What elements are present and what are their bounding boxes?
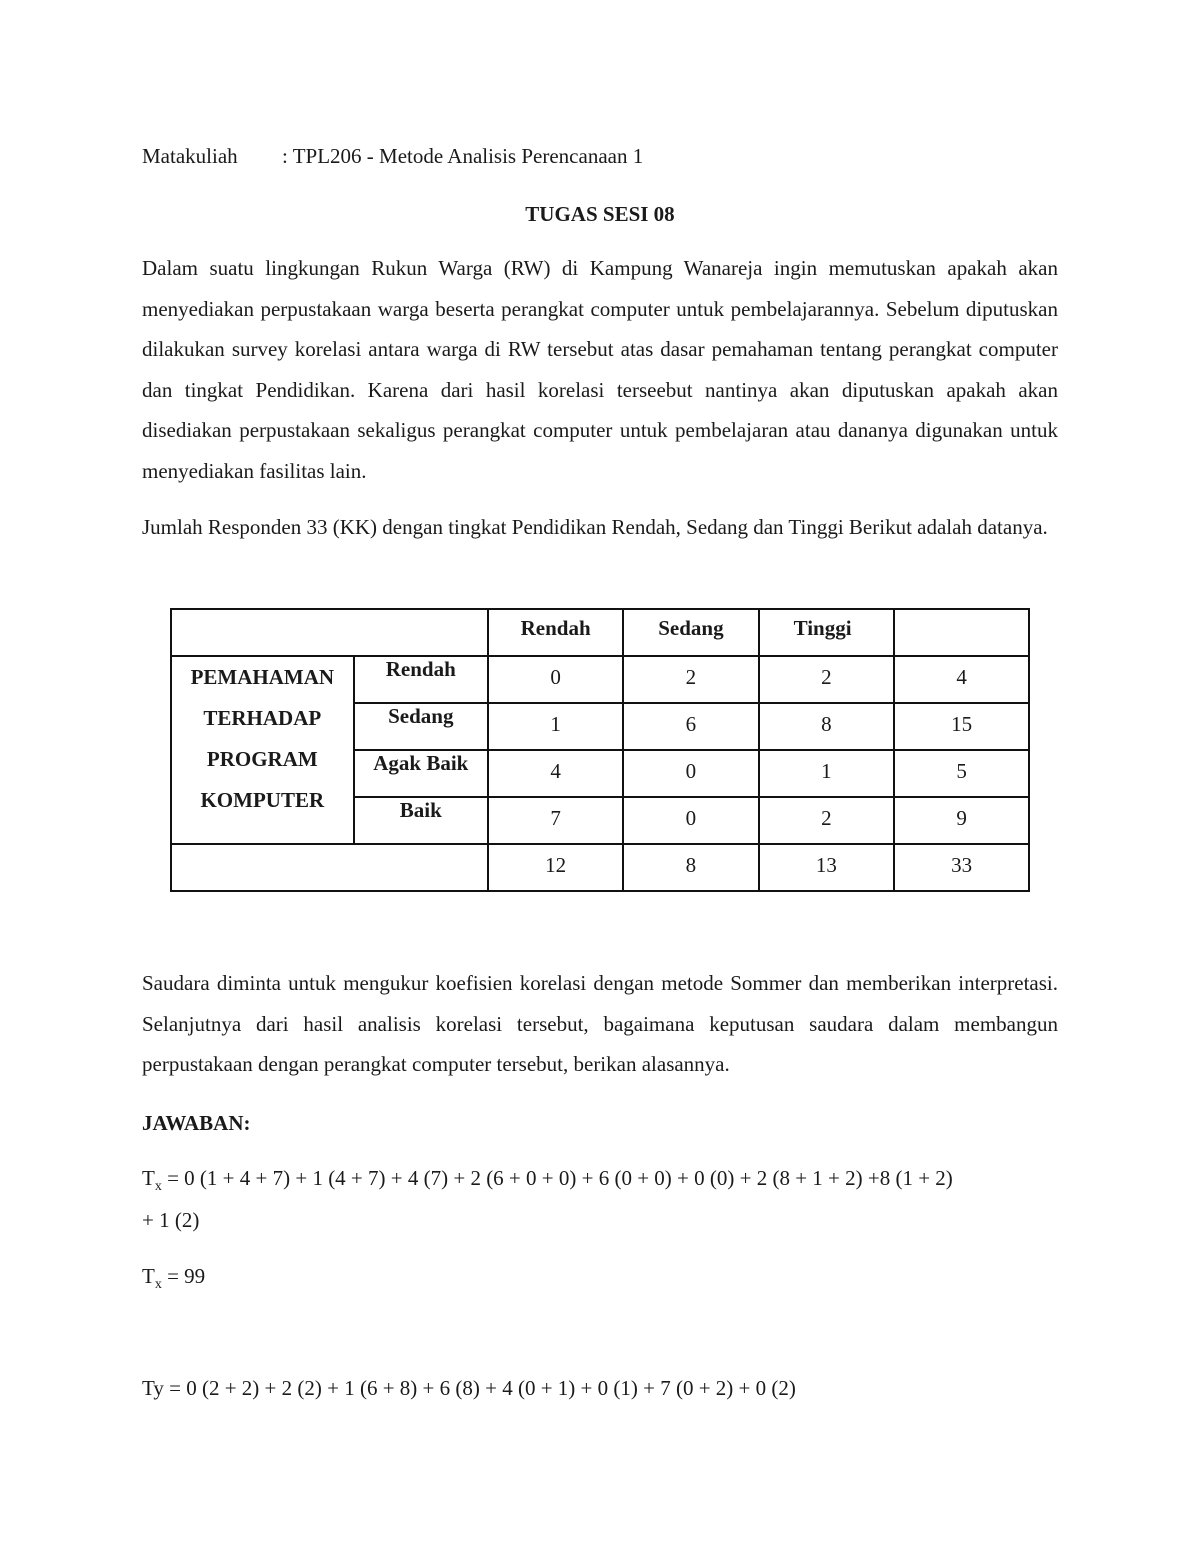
table-cell: 0 <box>623 750 758 797</box>
ty-formula: Ty = 0 (2 + 2) + 2 (2) + 1 (6 + 8) + 6 (8) + 4 (0 + 1) + 0 (1) + 7 (0 + 2) + 0 (2) <box>142 1376 796 1400</box>
row-group-label-line: PEMAHAMAN <box>190 665 335 689</box>
task-paragraph: Saudara diminta untuk mengukur koefisien korelasi dengan metode Sommer dan memberikan interpretasi. Selanjutnya dari hasil analisis korelasi tersebut, bagaimana keputusan saudara dalam membangun perpustakaan dengan perangkat computer tersebut, berikan alasannya. <box>142 971 1058 1077</box>
table-cell: 0 <box>623 797 758 844</box>
total-cell: 8 <box>623 844 758 891</box>
row-label: Rendah <box>354 656 488 703</box>
table-cell: 8 <box>759 703 895 750</box>
row-group-label-line: TERHADAP <box>203 706 322 730</box>
table-cell: 1 <box>488 703 623 750</box>
table-totals-row <box>171 844 1029 891</box>
course-label: Matakuliah <box>142 144 238 168</box>
row-group-label-line: PROGRAM <box>206 747 318 771</box>
column-header <box>894 609 1029 656</box>
table-row <box>171 656 1029 703</box>
tx-result <box>142 1264 205 1293</box>
table-cell: 0 <box>488 656 623 703</box>
table-corner-cell <box>171 609 488 656</box>
row-label: Agak Baik <box>354 750 488 797</box>
table-cell: 1 <box>759 750 895 797</box>
row-label: Baik <box>354 797 488 844</box>
table-cell: 7 <box>488 797 623 844</box>
tx-formula-line-1 <box>142 1166 953 1195</box>
table-cell: 6 <box>623 703 758 750</box>
table-header-row <box>171 609 1029 656</box>
table-cell: 15 <box>894 703 1029 750</box>
column-header: Rendah <box>488 609 623 656</box>
column-header: Sedang <box>623 609 758 656</box>
row-label: Sedang <box>354 703 488 750</box>
intro-paragraph: Dalam suatu lingkungan Rukun Warga (RW) di Kampung Wanareja ingin memutuskan apakah akan menyediakan perpustakaan warga beserta perangkat computer untuk pembelajarannya. Sebelum diputuskan dilakukan survey korelasi antara warga di RW tersebut atas dasar pemahaman tentang perangkat computer dan tingkat Pendidikan. Karena dari hasil korelasi terseebut nantinya akan diputuskan apakah akan disediakan perpustakaan sekaligus perangkat computer untuk pembelajaran atau dananya digunakan untuk menyediakan fasilitas lain. <box>142 256 1058 483</box>
total-cell: 13 <box>759 844 895 891</box>
table-cell: 4 <box>894 656 1029 703</box>
table-cell: 5 <box>894 750 1029 797</box>
table-cell: 2 <box>759 656 895 703</box>
total-cell: 33 <box>894 844 1029 891</box>
tx-subscript: x <box>154 1277 162 1293</box>
column-header: Tinggi <box>759 609 895 656</box>
tx-symbol: T <box>142 1264 155 1288</box>
tx-result-value: = 99 <box>161 1264 206 1288</box>
row-group-label <box>171 656 354 844</box>
data-table <box>170 608 1030 892</box>
table-cell: 4 <box>488 750 623 797</box>
tx-formula-text: = 0 (1 + 4 + 7) + 1 (4 + 7) + 4 (7) + 2 (6 + 0 + 0) + 6 (0 + 0) + 0 (0) + 2 (8 + 1 + 2) +8 (1 + 2) <box>161 1166 953 1190</box>
table-cell: 2 <box>759 797 895 844</box>
table-cell: 9 <box>894 797 1029 844</box>
totals-label-cell <box>171 844 488 891</box>
total-cell: 12 <box>488 844 623 891</box>
tx-subscript: x <box>154 1179 162 1195</box>
row-group-label-line: KOMPUTER <box>200 788 325 812</box>
table-cell: 2 <box>623 656 758 703</box>
respondent-paragraph: Jumlah Responden 33 (KK) dengan tingkat Pendidikan Rendah, Sedang dan Tinggi Berikut adalah datanya. <box>142 515 1048 539</box>
tx-symbol: T <box>142 1166 155 1190</box>
page-title: TUGAS SESI 08 <box>525 202 675 226</box>
answer-label: JAWABAN: <box>142 1111 251 1135</box>
tx-formula-line-2: + 1 (2) <box>142 1208 200 1232</box>
course-value: : TPL206 - Metode Analisis Perencanaan 1 <box>282 144 644 168</box>
